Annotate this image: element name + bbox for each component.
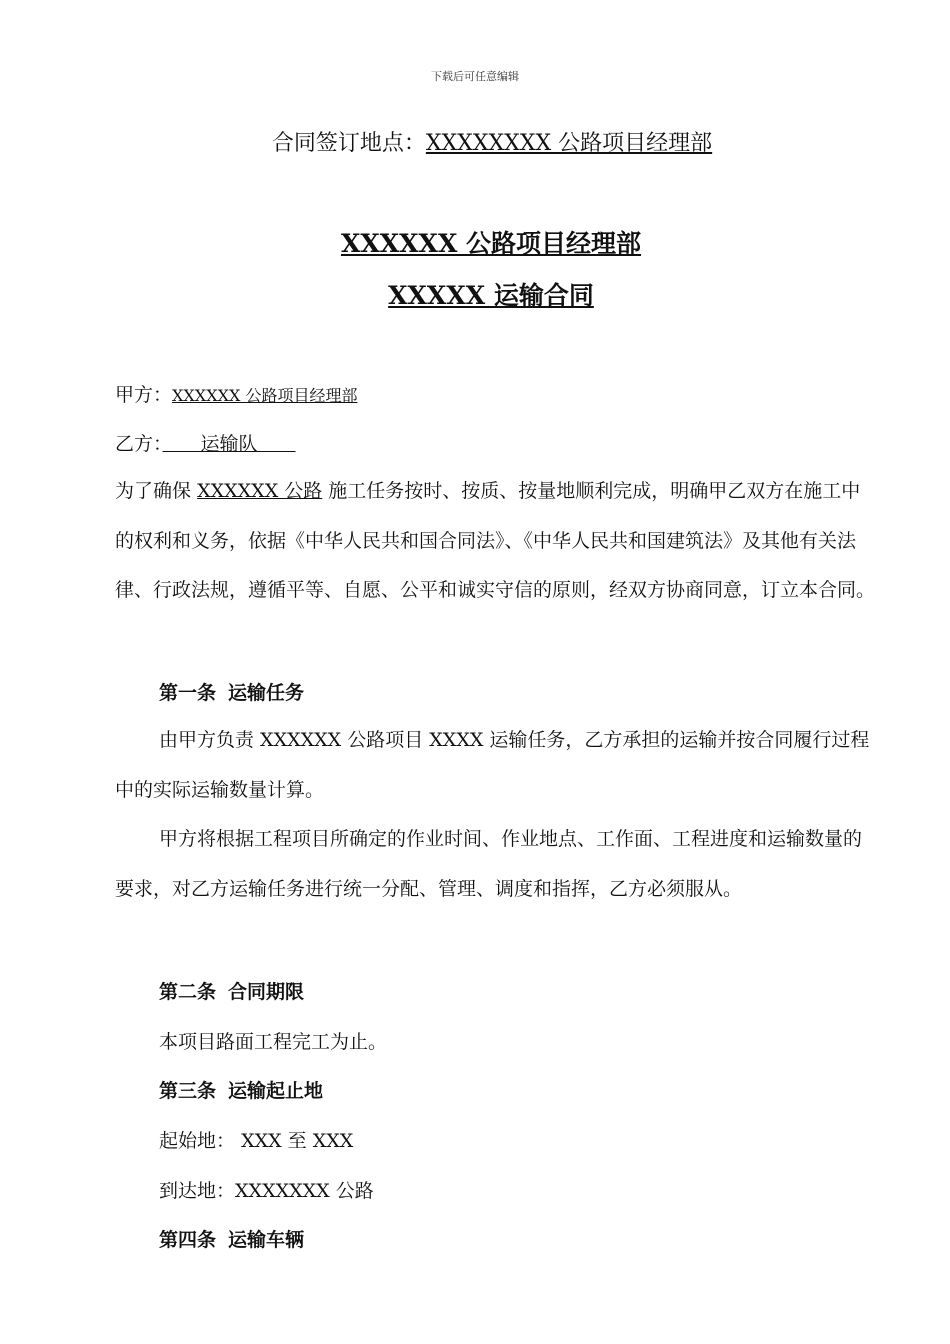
article-4-heading xyxy=(159,1225,304,1252)
party-b xyxy=(115,429,296,456)
article-3-title: 运输起止地 xyxy=(228,1080,324,1102)
article-3-start xyxy=(159,1126,353,1153)
party-a-value: XXXXXX 公路项目经理部 xyxy=(172,386,358,405)
article-2-title: 合同期限 xyxy=(228,981,305,1003)
article-1-heading xyxy=(159,678,304,705)
article-1-paragraph-2: 甲方将根据工程项目所确定的作业时间、作业地点、工作面、工程进度和运输数量的要求，对乙方运输任务进行统一分配、管理、调度和指挥，乙方必须服从。 xyxy=(115,828,863,900)
article-3-end xyxy=(159,1176,374,1203)
article-1-number: 第一条 xyxy=(159,682,217,704)
party-b-value: 运输队 xyxy=(162,433,296,455)
party-a-label: 甲方： xyxy=(115,384,173,406)
article-3-start-value: XXX 至 XXX xyxy=(241,1130,354,1152)
preamble-project-name: XXXXXX 公路 xyxy=(197,480,323,502)
signing-place-label: 合同签订地点： xyxy=(271,131,426,156)
article-3-end-value: XXXXXXX 公路 xyxy=(235,1180,374,1202)
party-b-label: 乙方： xyxy=(115,433,163,455)
article-2-heading xyxy=(159,977,304,1004)
contract-title-line1: XXXXXX 公路项目经理部 xyxy=(340,229,642,258)
article-3-end-label: 到达地： xyxy=(159,1180,236,1202)
article-4-number: 第四条 xyxy=(159,1229,217,1251)
article-3-number: 第三条 xyxy=(159,1080,217,1102)
article-2-number: 第二条 xyxy=(159,981,217,1003)
article-3-heading xyxy=(159,1076,323,1103)
preamble-before: 为了确保 xyxy=(115,480,192,502)
contract-title-line2: XXXXX 运输合同 xyxy=(388,281,594,310)
article-1-title: 运输任务 xyxy=(228,682,305,704)
preamble-after: 施工任务按时、按质、按量地顺利完成，明确甲乙双方在施工中的权利和义务，依据《中华人民共和国合同法》、《中华人民共和国建筑法》及其他有关法律、行政法规，遵循平等、自愿、公平和诚实守信的原则，经双方协商同意，订立本合同。 xyxy=(115,480,876,601)
signing-place-value: XXXXXXXX 公路项目经理部 xyxy=(425,131,713,156)
article-2-text: 本项目路面工程完工为止。 xyxy=(159,1031,388,1053)
article-1-paragraph-1: 由甲方负责 XXXXXX 公路项目 XXXX 运输任务，乙方承担的运输并按合同履行过程中的实际运输数量计算。 xyxy=(115,729,870,801)
preamble-paragraph xyxy=(115,467,875,616)
party-a xyxy=(115,380,357,407)
signing-place xyxy=(0,126,950,157)
article-3-start-label: 起始地： xyxy=(159,1130,236,1152)
header-note: 下载后可任意编辑 xyxy=(431,70,519,83)
article-4-title: 运输车辆 xyxy=(228,1229,305,1251)
